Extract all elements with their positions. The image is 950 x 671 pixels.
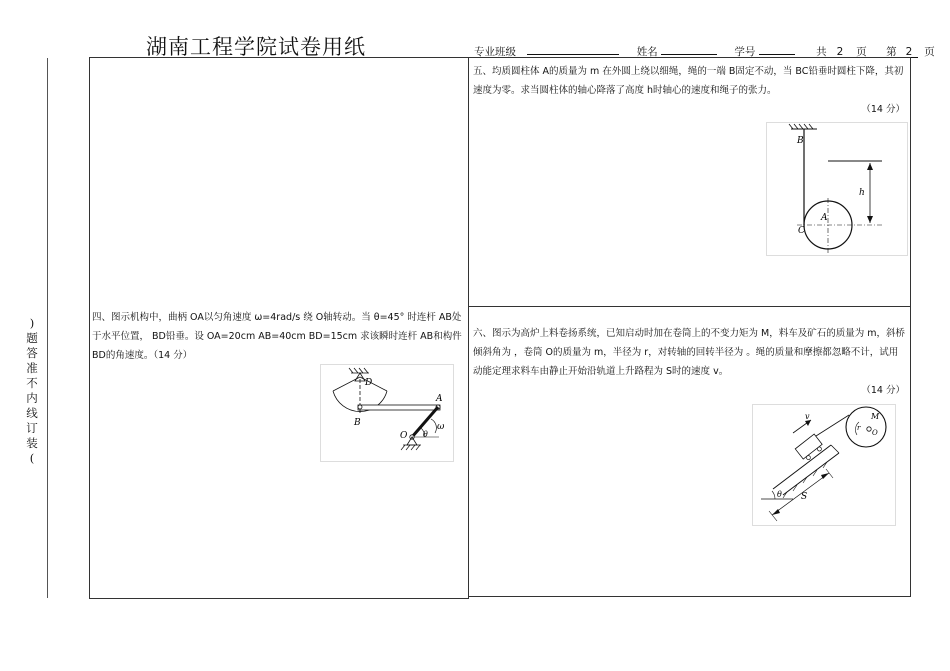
page-label: 第 <box>886 46 897 58</box>
section-divider <box>468 306 910 307</box>
fig6-label-v: v <box>805 412 810 421</box>
name-blank[interactable] <box>661 43 717 55</box>
question-4 <box>92 308 462 365</box>
id-label: 学号 <box>734 46 756 58</box>
fig6-label-o: O <box>872 429 878 437</box>
total-label: 共 <box>816 46 827 58</box>
page-unit-1: 页 <box>856 46 867 58</box>
fig4-label-b: B <box>354 418 361 428</box>
fig6-label-s: S <box>801 492 808 502</box>
question-4-text: 四、图示机构中，曲柄 OA以匀角速度 ω=4rad/s 绕 O轴转动。当 θ=45° 时连杆 AB处于水平位置， BD铅垂。设 OA=20cm AB=40cm BD=15cm 求该瞬时连杆 AB和构件 BD的角速度。（14 分） <box>92 312 462 361</box>
major-label: 专业班级 <box>474 46 516 58</box>
fig6-label-m: M <box>871 412 880 421</box>
page-number: 2 <box>900 46 918 58</box>
fig4-label-o: O <box>400 431 408 441</box>
question-5-text: 五、均质圆柱体 A的质量为 m 在外圆上绕以细绳，绳的一端 B固定不动，当 BC铅垂时圆柱下降，其初速度为零。求当圆柱体的轴心降落了高度 h时轴心的速度和绳子的张力。 <box>473 66 904 96</box>
fig5-label-a: A <box>821 213 828 223</box>
total-pages: 2 <box>830 46 850 58</box>
question-5 <box>473 62 905 119</box>
question-6-score: （14 分） <box>861 385 905 396</box>
question-4-figure <box>320 364 454 462</box>
fig4-label-omega: ω <box>437 422 445 432</box>
fig4-label-theta: θ <box>423 430 428 439</box>
fig5-label-b: B <box>797 136 804 146</box>
id-blank[interactable] <box>759 43 795 55</box>
question-5-score: （14 分） <box>861 104 905 115</box>
binding-notice: )题答准不内线订装( <box>26 316 38 465</box>
major-blank[interactable] <box>527 43 619 55</box>
question-6 <box>473 324 905 400</box>
fig4-label-d: D <box>365 378 373 388</box>
fig4-label-a: A <box>436 394 443 404</box>
question-5-figure <box>766 122 908 256</box>
fig6-label-theta: θ <box>777 490 782 499</box>
fig5-label-h: h <box>859 188 865 198</box>
fig5-label-c: C <box>798 226 805 236</box>
fig6-label-r: r <box>857 424 861 432</box>
page-unit-2: 页 <box>924 46 935 58</box>
binding-line <box>47 58 48 598</box>
question-6-figure <box>752 404 896 526</box>
name-label: 姓名 <box>636 46 658 58</box>
question-6-text: 六、图示为高炉上料卷扬系统，已知启动时加在卷筒上的不变力矩为 M，料车及矿石的质量为 m，斜桥倾斜角为 ，卷筒 O的质量为 m，半径为 r，对转轴的回转半径为 。绳的质量和摩擦都忽略不计，试用动能定理求料车由静止开始沿轨道上升路程为 S时的速度 v。 <box>473 328 905 377</box>
page-title: 湖南工程学院试卷用纸 <box>146 35 366 59</box>
